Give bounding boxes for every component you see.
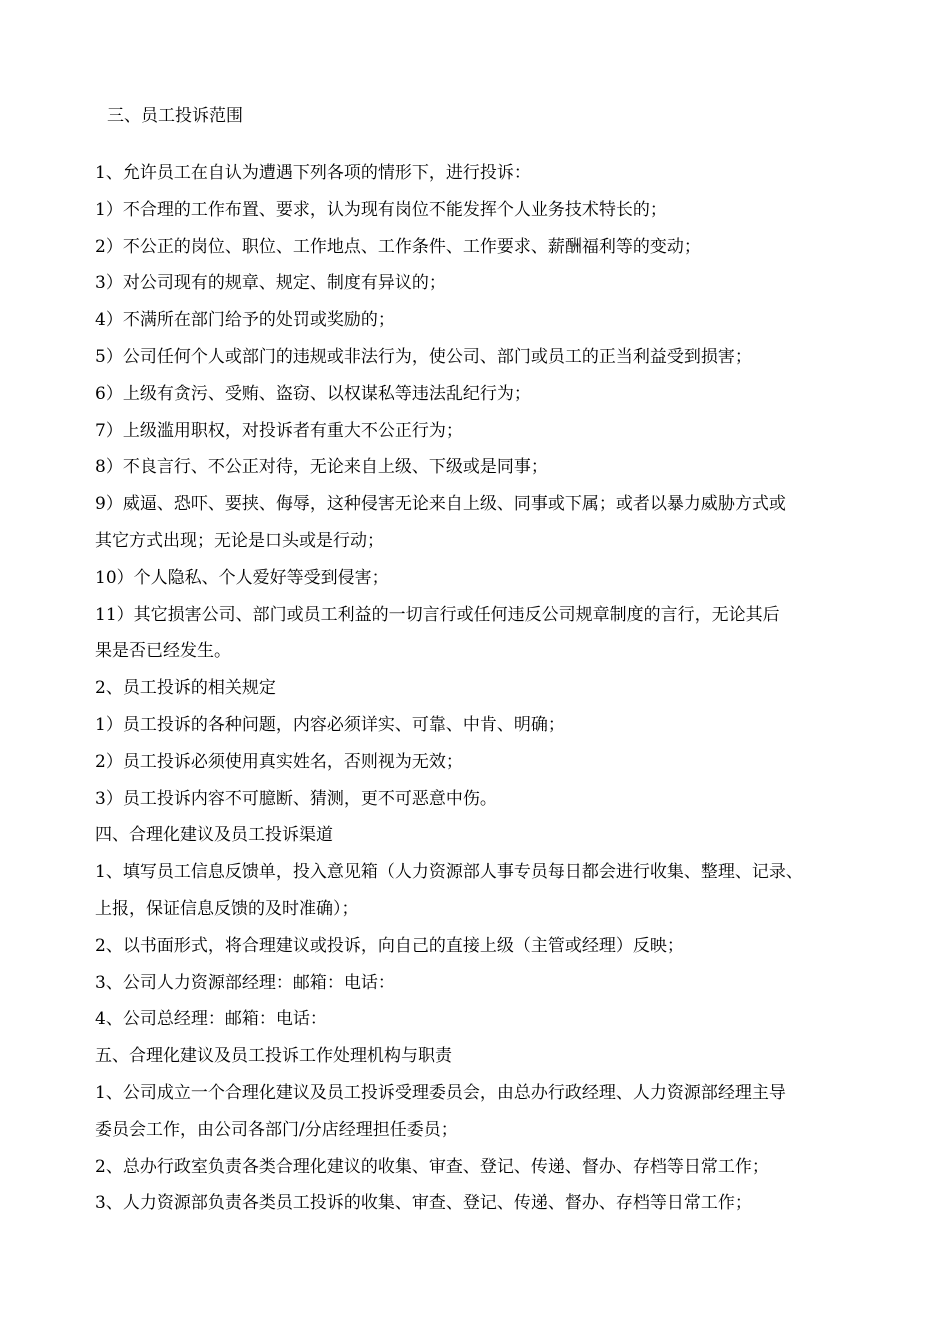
section-heading: 三、员工投诉范围 <box>107 106 243 126</box>
text-line: 11）其它损害公司、部门或员工利益的一切言行或任何违反公司规章制度的言行，无论其后 <box>95 604 780 625</box>
text-line: 3）对公司现有的规章、规定、制度有异议的； <box>95 273 446 294</box>
section-heading-4: 四、合理化建议及员工投诉渠道 <box>95 825 333 846</box>
text-line: 果是否已经发生。 <box>95 641 231 662</box>
text-line: 2）员工投诉必须使用真实姓名，否则视为无效； <box>95 751 463 772</box>
text-line: 1、填写员工信息反馈单，投入意见箱（人力资源部人事专员每日都会进行收集、整理、记录、 <box>95 862 803 883</box>
text-line: 其它方式出现；无论是口头或是行动； <box>95 530 384 551</box>
text-line: 1、公司成立一个合理化建议及员工投诉受理委员会，由总办行政经理、人力资源部经理主导 <box>95 1082 786 1103</box>
text-line: 7）上级滥用职权，对投诉者有重大不公正行为； <box>95 420 463 441</box>
text-line: 9）威逼、恐吓、要挟、侮辱，这种侵害无论来自上级、同事或下属；或者以暴力威胁方式或 <box>95 494 786 515</box>
text-line: 1、允许员工在自认为遭遇下列各项的情形下，进行投诉： <box>95 163 531 183</box>
text-line: 1）员工投诉的各种问题，内容必须详实、可靠、中肯、明确； <box>95 714 565 735</box>
text-line: 2、以书面形式，将合理建议或投诉，向自己的直接上级（主管或经理）反映； <box>95 935 684 956</box>
subsection-heading: 2、员工投诉的相关规定 <box>95 678 276 699</box>
text-line: 4）不满所在部门给予的处罚或奖励的； <box>95 310 395 331</box>
text-line: 2、总办行政室负责各类合理化建议的收集、审查、登记、传递、督办、存档等日常工作； <box>95 1156 769 1177</box>
text-line: 8）不良言行、不公正对待，无论来自上级、下级或是同事； <box>95 457 548 478</box>
text-line: 2）不公正的岗位、职位、工作地点、工作条件、工作要求、薪酬福利等的变动； <box>95 236 701 257</box>
text-line: 3、人力资源部负责各类员工投诉的收集、审查、登记、传递、督办、存档等日常工作； <box>95 1193 752 1214</box>
text-line: 6）上级有贪污、受贿、盗窃、以权谋私等违法乱纪行为； <box>95 383 531 404</box>
text-line: 上报，保证信息反馈的及时准确）； <box>95 898 359 919</box>
section-heading-5: 五、合理化建议及员工投诉工作处理机构与职责 <box>95 1046 452 1067</box>
text-line: 5）公司任何个人或部门的违规或非法行为，使公司、部门或员工的正当利益受到损害； <box>95 346 752 367</box>
text-line: 1）不合理的工作布置、要求，认为现有岗位不能发挥个人业务技术特长的； <box>95 199 667 220</box>
document-body <box>95 160 885 1227</box>
text-line: 4、公司总经理：邮箱：电话： <box>95 1009 327 1030</box>
text-line: 10）个人隐私、个人爱好等受到侵害； <box>95 567 389 588</box>
text-line: 委员会工作，由公司各部门/分店经理担任委员； <box>95 1119 458 1140</box>
text-line: 3、公司人力资源部经理：邮箱：电话： <box>95 972 395 993</box>
text-line: 3）员工投诉内容不可臆断、猜测，更不可恶意中伤。 <box>95 788 497 809</box>
